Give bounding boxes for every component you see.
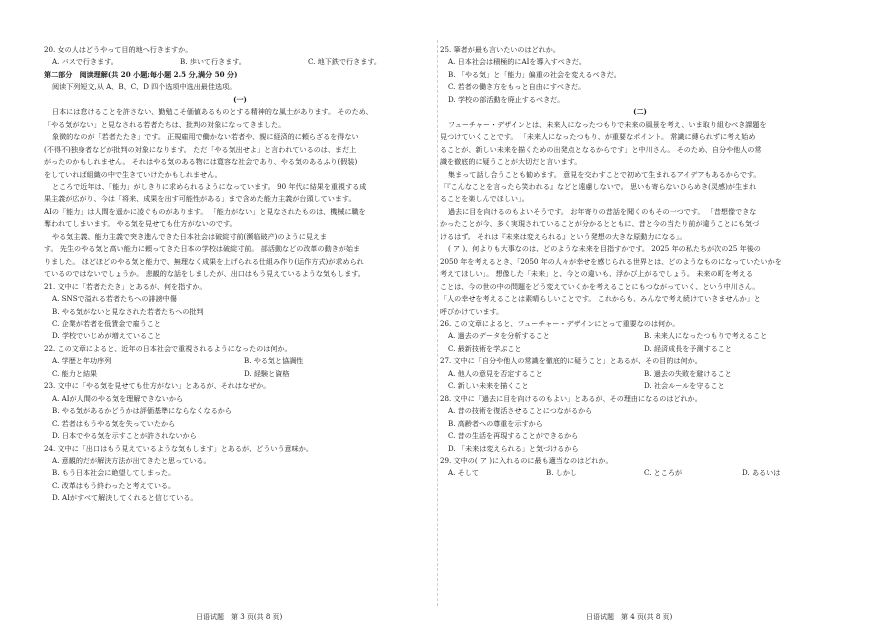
q26-option-a: A. 過去のデータを分析すること <box>448 331 550 341</box>
q23-option-a: A. AIが人間のやる気を理解できないから <box>52 393 184 403</box>
passage-2-line: 「『こんなことを言ったら笑われる』などと遠慮しないで。 思いも寄らないひらめき(灵感)が生まれ <box>440 181 757 191</box>
q28-option-b: B. 高齢者への尊重を示すから <box>448 418 543 428</box>
q28-question: 28. 文中に「過去に目を向けるのもよい」とあるが、その理由になるのはどれか。 <box>440 393 702 403</box>
passage-2-line: 呼びかけています。 <box>440 306 504 316</box>
passage-2-line: 過去に目を向けるのもよいそうです。 お年寄りの昔話を聞くのもその一つです。 「昔想像できな <box>448 206 757 216</box>
q21-question: 21. 文中に「若者たたき」とあるが、何を指すか。 <box>44 281 207 291</box>
passage-2-line: 集まって話し合うことも勧めます。 意見を交わすことで初めて生まれるアイデアもあるからです。 <box>448 169 761 179</box>
q25-question: 25. 筆者が最も言いたいのはどれか。 <box>440 45 560 54</box>
right-column <box>440 44 840 480</box>
section-heading: 第二部分 阅读理解(共 20 小题;每小题 2.5 分,满分 50 分) <box>44 69 238 79</box>
passage-1-line: 果主義が広がり、今は「将来、成果を出す可能性がある」まで含めた能力主義が台頭しています。 <box>44 194 356 204</box>
q29-options <box>440 467 840 479</box>
q24-option-c: C. 改革はもう終わったと考えている。 <box>52 480 176 490</box>
q27-option-d: D. 社会ルールを守ること <box>644 381 725 391</box>
q27-options-row <box>440 380 840 392</box>
q26-option-c: C. 最新技術を学ぶこと <box>448 343 522 353</box>
q23-question: 23. 文中に「やる気を見せても仕方がない」とあるが、それはなぜか。 <box>44 381 271 391</box>
passage-2-line: けるはず。 それは『未来は変えられる』という発想の大きな原動力になる」。 <box>440 231 687 241</box>
q29-option-c: C. ところが <box>644 468 683 478</box>
page-footer-right: 日语试题 第 4 页(共 8 页) <box>586 613 673 621</box>
q28-option-d: D. 「未来は変えられる」と気づけるから <box>448 443 579 453</box>
q26-option-b: B. 未来人になったつもりで考えること <box>644 331 768 341</box>
left-column <box>44 44 436 505</box>
passage-1-line: りました。 ほどほどのやる気と能力で、無理なく成果を上げられる仕組み作り(运作方式)が求められ <box>44 256 364 266</box>
passage-2-line: ることが、新しい未来を描くための出発点となるからです」と中川さん。 そのため、自分や他人の常 <box>440 144 762 154</box>
q23-option-b: B. やる気があるかどうかは評価基準にならなくなるから <box>52 406 232 416</box>
q24-option-d: D. AIがすべて解決してくれると信じている。 <box>52 493 198 503</box>
passage-2-line: 見つけていくことです。 「未来人になったつもり、が重要なポイント。 常識に縛られずに考え始め <box>440 132 756 142</box>
q24-option-a: A. 意観的だが解決方法が出てきたと思っている。 <box>52 455 211 465</box>
q25-option-a: A. 日本社会は積極的にAIを導入すべきだ。 <box>448 57 587 67</box>
q27-question: 27. 文中に「自分や他人の常識を徹底的に疑うこと」とあるが、その目的は何か。 <box>440 356 702 366</box>
passage-1-line: 象徴的なのが「若者たたき」です。 正規雇用で働かない若者や、親に経済的に頼らざるを得ない <box>52 132 359 142</box>
q25-option-c: C. 若者の働き方をもっと自由にすべきだ。 <box>448 82 586 92</box>
q28-option-a: A. 昔の技術を復活させることにつながるから <box>448 406 593 416</box>
column-divider <box>437 40 438 606</box>
q22-options-row <box>44 355 436 367</box>
q27-option-c: C. 新しい未来を描くこと <box>448 381 529 391</box>
q20-option-a: A. バスで行きます。 <box>52 57 118 67</box>
q29-question: 29. 文中の( ア )に入れるのに最も適当なのはどれか。 <box>440 455 613 465</box>
q22-option-a: A. 学歴と年功序列 <box>52 356 112 366</box>
q22-option-c: C. 能力と結果 <box>52 368 98 378</box>
page-footer-left: 日语试题 第 3 页(共 8 页) <box>196 613 283 621</box>
q29-option-a: A. そして <box>448 468 479 478</box>
passage-2-line: ることを楽しんでほしい」。 <box>440 194 529 204</box>
q27-options-row <box>440 368 840 380</box>
passage-1-line: す。 先生のやる気と高い能力に頼ってきた日本の学校は破綻寸前。 部活動などの改革の動きが始ま <box>44 244 361 254</box>
q27-option-a: A. 他人の意見を否定すること <box>448 368 543 378</box>
passage-1-line: (不得不)独身者などが批判の対象になります。 ただ「やる気出せよ」と言われているのは、まだ上 <box>44 144 357 154</box>
passage-2-title: (二) <box>633 107 647 117</box>
passage-2-line: 「人の幸せを考えることは素晴らしいことです。 これからも、みんなで考え続けていきませんか」と <box>440 294 761 304</box>
passage-1-line: 「やる気がない」と見なされる若者たちは、批判の対象になってきました。 <box>44 119 286 129</box>
q24-option-b: B. もう日本社会に絶望してしまった。 <box>52 468 176 478</box>
q21-option-d: D. 学校でいじめが増えていること <box>52 331 162 341</box>
q21-option-c: C. 企業が若者を低賃金で雇うこと <box>52 318 161 328</box>
q20-question: 20. 女の人はどうやって目的地へ行きますか。 <box>44 45 193 54</box>
passage-2-line: ことは、今の世の中の問題をどう変えていくかを考えることにもつながっていく、という中川さん。 <box>440 281 760 291</box>
q22-question: 22. この文章によると、近年の日本社会で重視されるようになったのは何か。 <box>44 343 292 353</box>
passage-2-line: 2050 年を考えるとき、「2050 年の人々が幸せを感じられる世界とは、どのようなものになっていたいかを <box>440 256 782 266</box>
passage-1-line: がったのかもしれません。 それはやる気のある物には寛容な社会であり、やる気のあるふり(假装) <box>44 157 358 167</box>
q25-option-b: B. 「やる気」と「能力」偏重の社会を変えるべきだ。 <box>448 69 621 79</box>
q21-option-b: B. やる気がないと見なされた若者たちへの批判 <box>52 306 204 316</box>
q20-option-c: C. 地下鉄で行きます。 <box>308 57 381 67</box>
q23-option-d: D. 日本でやる気を示すことが許されないから <box>52 431 197 441</box>
q26-question: 26. この文章によると、フューチャー・デザインにとって重要なのは何か。 <box>440 318 680 328</box>
passage-2-line: フューチャー・デザインとは、未来人になったつもりで未来の風景を考え、いま取り組むべき課題を <box>448 119 767 129</box>
q20-option-b: B. 歩いて行きます。 <box>180 57 246 67</box>
q29-option-b: B. しかし <box>546 468 578 478</box>
q21-option-a: A. SNSで溢れる若者たちへの誹謗中傷 <box>52 294 177 304</box>
passage-1-line: やる気主義、能力主義で突き進んできた日本社会は破綻寸前(濒临破产)のように見えま <box>52 231 328 241</box>
passage-1-line: 奪われてしまいます。 やる気を見せても仕方がないのです。 <box>44 219 237 229</box>
q28-option-c: C. 昔の生活を再現することができるから <box>448 431 579 441</box>
passage-1-line: AIの「能力」は人間を遥かに凌ぐものがあります。 「能力がない」と見なされたものは、機械に職を <box>44 206 366 216</box>
passage-1-line: 日本には怠けることを許さない、勤勉こそ価値あるものとする精神的な風土があります。 そのため、 <box>52 107 373 117</box>
passage-1-line: ているのではないでしょうか。 悲観的な話をしましたが、出口はもう見えているような気もします。 <box>44 269 365 279</box>
q29-option-d: D. あるいは <box>742 468 781 478</box>
passage-2-line: 考えてほしい」。 想像した「未来」と、今との違いも、浮かび上がるでしょう。 未来の町を考える <box>440 269 754 279</box>
passage-1-line: ところで近年は、「能力」がしきりに求められるようになっています。 90 年代に結果を重視する成 <box>52 181 367 191</box>
q22-option-b: B. やる気と協調性 <box>244 356 304 366</box>
q25-option-d: D. 学校の部活動を廃止するべきだ。 <box>448 94 565 104</box>
q24-question: 24. 文中に「出口はもう見えているような気もします」とあるが、どういう意味か。 <box>44 443 313 453</box>
passage-2-line: ( ア )、何よりも大事なのは、どのような未来を目指すかです。 2025 年の私たちが次の25 年後の <box>448 244 761 254</box>
q26-options-row <box>440 343 840 355</box>
q26-options-row <box>440 330 840 342</box>
q22-options-row <box>44 368 436 380</box>
passage-2-line: かったことが今、多く実現されていることが分かるとともに、昔と今の当たり前が違うことにも気づ <box>440 219 760 229</box>
q26-option-d: D. 経済成長を予測すること <box>644 343 732 353</box>
passage-1-line: をしていれば組織の中で生きていけたかもしれません。 <box>44 169 222 179</box>
q22-option-d: D. 経験と資格 <box>244 368 290 378</box>
q23-option-c: C. 若者はもうやる気を失っていたから <box>52 418 176 428</box>
passage-2-line: 識を徹底的に疑うことが大切だと言います。 <box>440 157 582 167</box>
passage-1-title: (一) <box>233 94 247 104</box>
section-instruction: 阅读下列短文,从 A、B、C、D 四个选项中选出最佳选项。 <box>52 82 237 92</box>
q27-option-b: B. 過去の失敗を避けること <box>644 368 732 378</box>
q20-options <box>44 56 436 68</box>
